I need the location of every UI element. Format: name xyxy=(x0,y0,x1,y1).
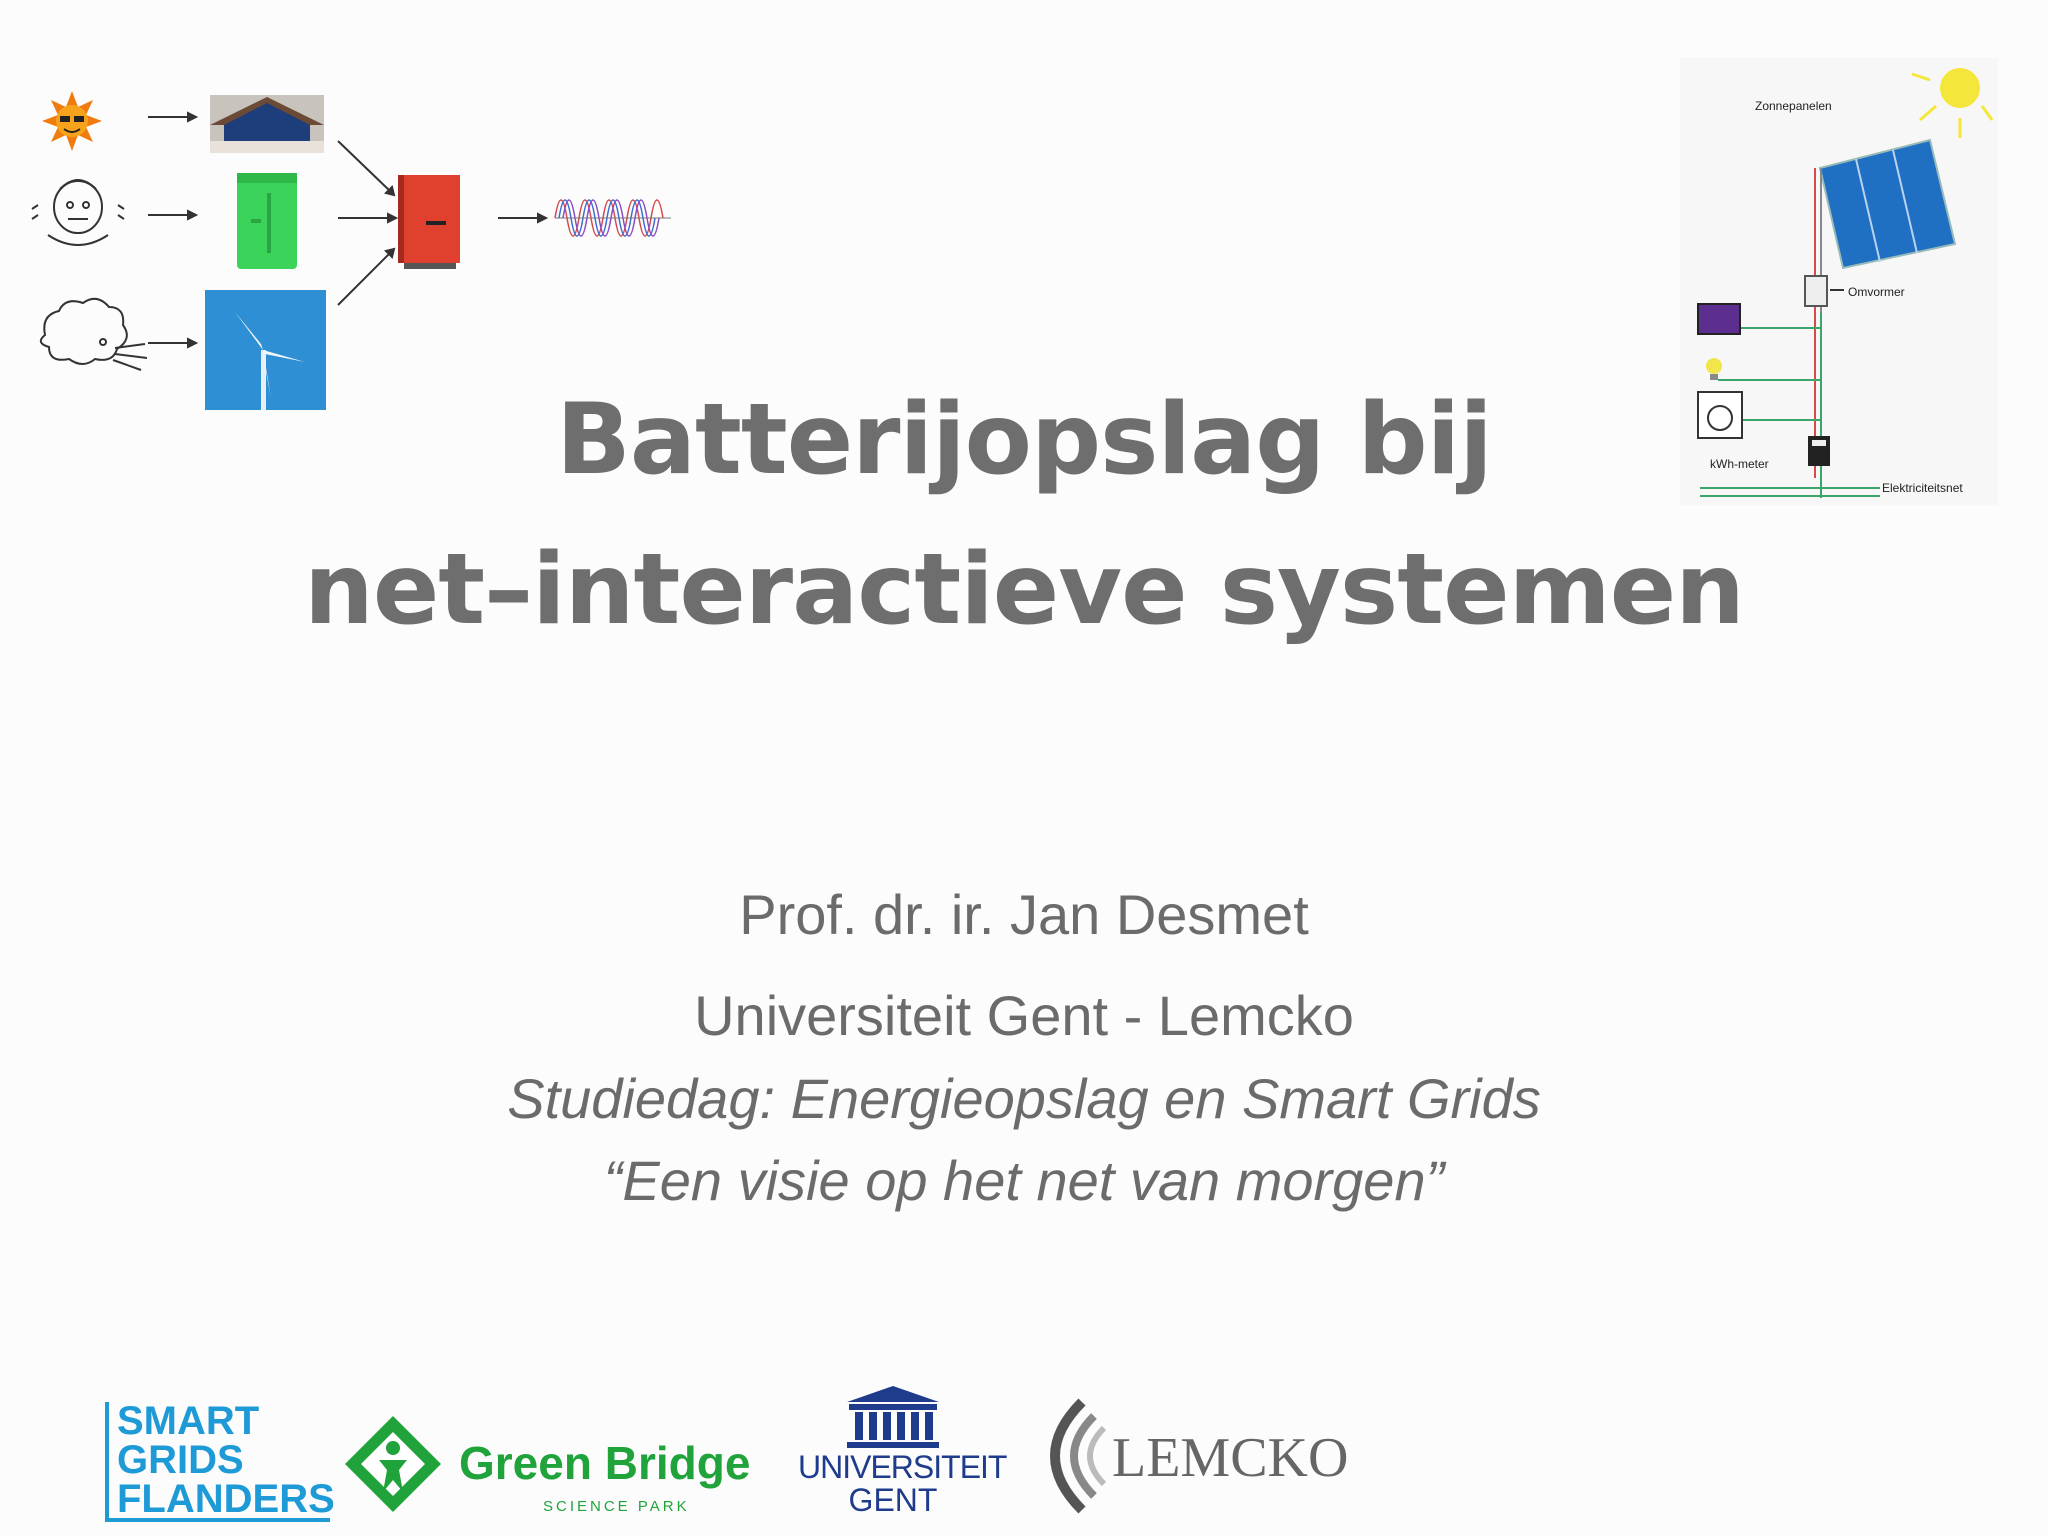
wind-person-icon xyxy=(41,299,147,370)
ugent-building-icon xyxy=(843,1384,943,1450)
sine-wave-icon xyxy=(555,200,671,236)
slide-title xyxy=(0,365,2048,665)
green-bridge-sub: SCIENCE PARK xyxy=(543,1498,690,1515)
lemcko-logo xyxy=(1032,1396,1349,1516)
title-line-2: net–interactieve systemen xyxy=(304,533,1744,647)
inverter-icon xyxy=(398,175,460,269)
inverter-small-icon xyxy=(1805,276,1844,306)
meter-label: kWh-meter xyxy=(1710,457,1769,471)
lemcko-swoosh-icon xyxy=(1032,1396,1112,1516)
author: Prof. dr. ir. Jan Desmet xyxy=(739,883,1309,946)
event-tagline: “Een visie op het net van morgen” xyxy=(603,1149,1445,1212)
green-bridge-name: Green Bridge xyxy=(459,1437,751,1489)
cold-person-icon xyxy=(32,180,124,245)
smart-grids-flanders-logo xyxy=(105,1399,335,1522)
sun-icon xyxy=(1912,68,1992,138)
solar-panel-icon xyxy=(1820,140,1955,268)
ugent-logo xyxy=(798,1384,1007,1524)
lemcko-name: LEMCKO xyxy=(1112,1427,1349,1489)
green-bridge-emblem xyxy=(343,1414,443,1514)
sun-icon xyxy=(42,91,102,151)
event-name: Studiedag: Energieopslag en Smart Grids xyxy=(507,1067,1541,1130)
solar-roof-icon xyxy=(210,95,324,153)
tv-icon xyxy=(1698,304,1740,334)
sgf-line-2: GRIDS xyxy=(117,1438,244,1482)
boiler-icon xyxy=(237,173,297,269)
affiliation: Universiteit Gent - Lemcko xyxy=(694,984,1354,1047)
sgf-line-3: FLANDERS xyxy=(117,1477,335,1521)
ugent-line-2: GENT xyxy=(848,1482,938,1518)
inverter-label: Omvormer xyxy=(1848,285,1905,299)
green-bridge-logo xyxy=(343,1412,763,1522)
grid-label: Elektriciteitsnet xyxy=(1882,481,1963,495)
title-line-1: Batterijopslag bij xyxy=(556,383,1492,497)
panels-label: Zonnepanelen xyxy=(1755,99,1832,113)
sgf-line-1: SMART xyxy=(117,1399,260,1443)
ugent-line-1: UNIVERSITEIT xyxy=(798,1449,1007,1485)
